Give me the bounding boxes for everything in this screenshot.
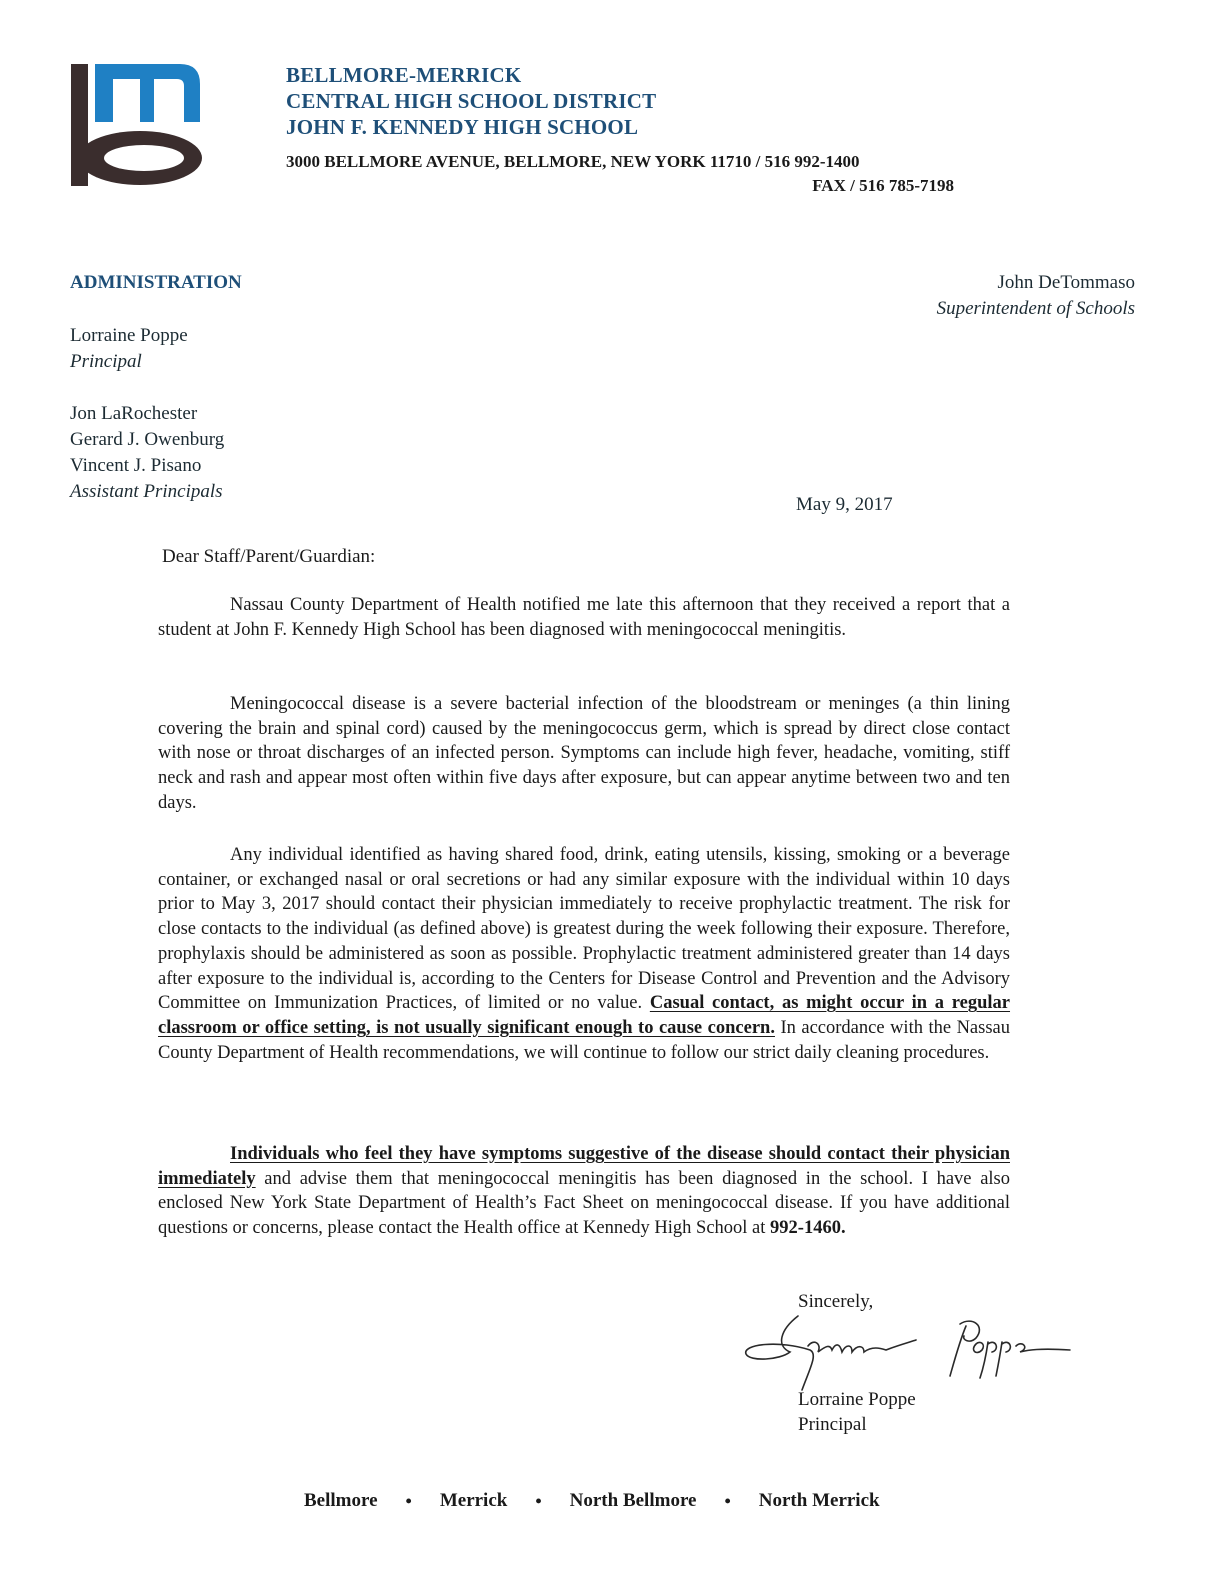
paragraph-3-text-b: In accordance with the Nassau County Department of Health recommendations, we will continue to follow our strict daily cleaning procedures. [158, 1017, 1011, 1063]
paragraph-2: Meningococcal disease is a severe bacterial infection of the bloodstream or meninges (a thin lining covering the brain and spinal cord) caused by the meningococcus germ, which is spread by direct close contact with nose or throat discharges of an infected person. Symptoms can include high fever, headache, vomiting, stiff neck and rash and appear most often within five days after exposure, but can appear anytime between two and ten days. [158, 694, 1010, 813]
assistant-principal-2: Gerard J. Owenburg [70, 429, 225, 450]
school-fax: FAX / 516 785-7198 [812, 176, 954, 195]
footer-town: North Merrick [758, 1490, 880, 1511]
salutation: Dear Staff/Parent/Guardian: [162, 546, 376, 567]
closing: Sincerely, [798, 1291, 874, 1312]
principal-name: Lorraine Poppe [70, 325, 188, 346]
paragraph-3-text-a: Any individual identified as having shared food, drink, eating utensils, kissing, smoking or a beverage container, or exchanged nasal or oral secretions or had any similar exposure with the individual within 10 days prior to May 3, 2017 should contact their physician immediately to receive prophylactic treatment. The risk for close contacts to the individual (as defined above) is greatest during the week following their exposure. Therefore, prophylaxis should be administered as soon as possible. Prophylactic treatment administered greater than 14 days after exposure to the individual is, according to the Centers for Disease Control and Prevention and the Advisory Committee on Immunization Practices, of limited or no value. [158, 845, 1010, 1014]
paragraph-4-emphasis: Individuals who feel they have symptoms suggestive of the disease should contact their physician immediately [158, 1144, 1010, 1189]
district-logo-icon [68, 62, 206, 188]
separator-dot-icon: • [724, 1490, 731, 1511]
district-name-line1: BELLMORE-MERRICK [286, 63, 522, 87]
assistant-principal-3: Vincent J. Pisano [70, 455, 202, 476]
footer-town: Bellmore [304, 1490, 378, 1511]
superintendent-title: Superintendent of Schools [936, 298, 1135, 319]
school-address: 3000 BELLMORE AVENUE, BELLMORE, NEW YORK 11710 / 516 992-1400 [286, 152, 860, 171]
administration-heading: ADMINISTRATION [70, 272, 242, 293]
signer-title: Principal [798, 1414, 867, 1435]
paragraph-3-emphasis: Casual contact, as might occur in a regular classroom or office setting, is not usually significant enough to cause concern. [158, 993, 1011, 1038]
district-name-line2: CENTRAL HIGH SCHOOL DISTRICT [286, 89, 657, 113]
signer-name: Lorraine Poppe [798, 1389, 916, 1410]
assistant-principal-1: Jon LaRochester [70, 403, 198, 424]
separator-dot-icon: • [535, 1490, 542, 1511]
footer-town: North Bellmore [569, 1490, 697, 1511]
assistant-principals-title: Assistant Principals [70, 481, 223, 502]
signature-icon [740, 1310, 1080, 1400]
school-name: JOHN F. KENNEDY HIGH SCHOOL [286, 115, 639, 139]
principal-title: Principal [70, 351, 142, 372]
footer-town: Merrick [439, 1490, 508, 1511]
paragraph-4 [158, 1142, 1010, 1241]
paragraph-3 [158, 843, 1010, 1065]
paragraph-1: Nassau County Department of Health notified me late this afternoon that they received a report that a student at John F. Kennedy High School has been diagnosed with meningococcal meningitis. [158, 595, 1010, 640]
separator-dot-icon: • [405, 1490, 412, 1511]
paragraph-4-text: and advise them that meningococcal meningitis has been diagnosed in the school. I have also enclosed New York State Department of Health’s Fact Sheet on meningococcal disease. If you have additional questions or concerns, please contact the Health office at Kennedy High School at [158, 1168, 1010, 1239]
superintendent-name: John DeTommaso [997, 272, 1135, 293]
letter-date: May 9, 2017 [796, 494, 893, 515]
footer-towns [304, 1490, 880, 1512]
health-office-phone: 992-1460. [770, 1218, 846, 1239]
